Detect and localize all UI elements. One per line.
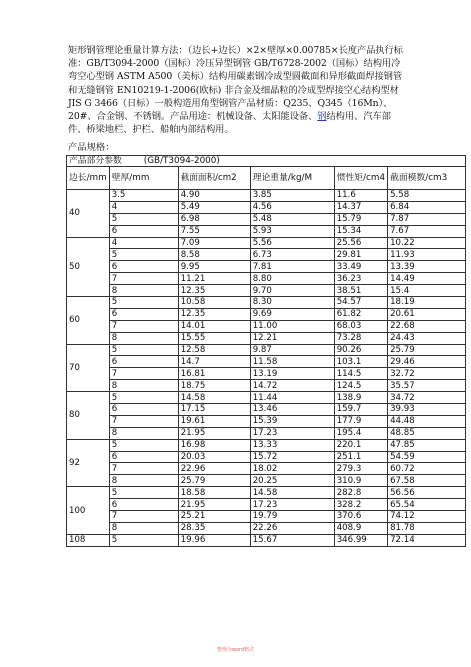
side-length-cell: 108	[67, 534, 110, 546]
wall-thickness-cell: 8	[109, 285, 178, 297]
wall-thickness-cell: 6	[109, 308, 178, 320]
area-cell: 12.35	[178, 308, 250, 320]
wall-thickness-cell: 4	[109, 201, 178, 213]
modulus-cell: 67.58	[388, 475, 466, 487]
weight-cell: 13.46	[250, 404, 334, 416]
wall-thickness-cell: 7	[109, 368, 178, 380]
weight-cell: 11.44	[250, 392, 334, 404]
inertia-cell: 159.7	[334, 404, 387, 416]
wall-thickness-cell: 7	[109, 320, 178, 332]
table-row	[67, 332, 466, 344]
wall-thickness-cell: 4	[109, 237, 178, 249]
area-cell: 12.58	[178, 344, 250, 356]
modulus-cell: 39.93	[388, 404, 466, 416]
area-cell: 28.35	[178, 522, 250, 534]
section-title: 产品部分参数	[69, 156, 122, 166]
area-cell: 18.58	[178, 487, 250, 499]
modulus-cell: 13.39	[388, 261, 466, 273]
modulus-cell: 72.14	[388, 534, 466, 546]
modulus-cell: 32.72	[388, 368, 466, 380]
side-length-cell: 70	[67, 344, 110, 392]
modulus-cell: 15.4	[388, 285, 466, 297]
area-cell: 19.96	[178, 534, 250, 546]
inertia-cell: 138.9	[334, 392, 387, 404]
weight-cell: 17.23	[250, 427, 334, 439]
table-row	[67, 392, 466, 404]
table-row	[67, 201, 466, 213]
inertia-cell: 14.37	[334, 201, 387, 213]
table-row	[67, 297, 466, 309]
area-cell: 7.09	[178, 237, 250, 249]
area-cell: 16.81	[178, 368, 250, 380]
modulus-cell: 10.22	[388, 237, 466, 249]
modulus-cell: 20.61	[388, 308, 466, 320]
area-cell: 5.49	[178, 201, 250, 213]
side-length-cell: 40	[67, 190, 110, 238]
side-length-cell: 92	[67, 439, 110, 487]
weight-cell: 9.69	[250, 308, 334, 320]
wall-thickness-cell: 6	[109, 404, 178, 416]
modulus-cell: 7.67	[388, 225, 466, 237]
area-cell: 11.21	[178, 273, 250, 285]
modulus-cell: 11.93	[388, 249, 466, 261]
side-length-cell: 80	[67, 392, 110, 440]
inertia-cell: 15.79	[334, 213, 387, 225]
table-title-cell	[67, 156, 466, 167]
params-table	[66, 155, 466, 547]
wall-thickness-cell: 5	[109, 392, 178, 404]
modulus-cell: 60.72	[388, 463, 466, 475]
wall-thickness-cell: 8	[109, 522, 178, 534]
weight-cell: 17.23	[250, 499, 334, 511]
inertia-cell: 251.1	[334, 451, 387, 463]
inertia-cell: 310.9	[334, 475, 387, 487]
wall-thickness-cell: 5	[109, 249, 178, 261]
weight-cell: 19.79	[250, 511, 334, 523]
weight-cell: 15.72	[250, 451, 334, 463]
intro-text-cont: 结构用、汽车部件、桥梁地栏、护栏、船舶内部结构用。	[68, 111, 391, 136]
wall-thickness-cell: 7	[109, 511, 178, 523]
table-row	[67, 320, 466, 332]
table-row	[67, 273, 466, 285]
weight-cell: 8.80	[250, 273, 334, 285]
table-row	[67, 439, 466, 451]
inertia-cell: 408.9	[334, 522, 387, 534]
wall-thickness-cell: 7	[109, 273, 178, 285]
weight-cell: 11.58	[250, 356, 334, 368]
table-row	[67, 237, 466, 249]
area-cell: 14.7	[178, 356, 250, 368]
side-length-cell: 50	[67, 237, 110, 296]
modulus-cell: 6.84	[388, 201, 466, 213]
side-length-cell: 60	[67, 297, 110, 345]
modulus-cell: 22.68	[388, 320, 466, 332]
spec-heading: 产品规格：	[68, 142, 115, 153]
wall-thickness-cell: 8	[109, 380, 178, 392]
weight-cell: 15.67	[250, 534, 334, 546]
wall-thickness-cell: 6	[109, 225, 178, 237]
wall-thickness-cell: 7	[109, 463, 178, 475]
modulus-cell: 54.59	[388, 451, 466, 463]
area-cell: 25.79	[178, 475, 250, 487]
inertia-cell: 195.4	[334, 427, 387, 439]
table-row	[67, 249, 466, 261]
table-row	[67, 463, 466, 475]
inertia-cell: 11.6	[334, 190, 387, 202]
wall-thickness-cell: 8	[109, 475, 178, 487]
inertia-cell: 90.26	[334, 344, 387, 356]
area-cell: 19.61	[178, 415, 250, 427]
table-row	[67, 487, 466, 499]
wall-thickness-cell: 5	[109, 534, 178, 546]
area-cell: 21.95	[178, 499, 250, 511]
modulus-cell: 7.87	[388, 213, 466, 225]
modulus-cell: 81.78	[388, 522, 466, 534]
weight-cell: 5.48	[250, 213, 334, 225]
weight-cell: 7.81	[250, 261, 334, 273]
header-area: 截面面积/cm2	[178, 167, 250, 190]
wall-thickness-cell: 8	[109, 332, 178, 344]
inertia-cell: 114.5	[334, 368, 387, 380]
area-cell: 14.58	[178, 392, 250, 404]
area-cell: 10.58	[178, 297, 250, 309]
area-cell: 16.98	[178, 439, 250, 451]
table-row	[67, 534, 466, 546]
weight-cell: 22.26	[250, 522, 334, 534]
weight-cell: 6.73	[250, 249, 334, 261]
weight-cell: 5.93	[250, 225, 334, 237]
wall-thickness-cell: 6	[109, 356, 178, 368]
weight-cell: 13.33	[250, 439, 334, 451]
table-row	[67, 404, 466, 416]
inertia-cell: 36.23	[334, 273, 387, 285]
inertia-cell: 282.8	[334, 487, 387, 499]
table-row	[67, 451, 466, 463]
inertia-cell: 25.56	[334, 237, 387, 249]
footer-note: 整理为word格式	[216, 647, 255, 653]
area-cell: 15.55	[178, 332, 250, 344]
table-row	[67, 344, 466, 356]
modulus-cell: 24.43	[388, 332, 466, 344]
table-row	[67, 213, 466, 225]
area-cell: 12.35	[178, 285, 250, 297]
wall-thickness-cell: 5	[109, 213, 178, 225]
table-row	[67, 261, 466, 273]
area-cell: 4.90	[178, 190, 250, 202]
table-row	[67, 415, 466, 427]
wall-thickness-cell: 6	[109, 451, 178, 463]
area-cell: 22.96	[178, 463, 250, 475]
inertia-cell: 38.51	[334, 285, 387, 297]
steel-link[interactable]: 钢	[317, 111, 327, 123]
header-inertia: 惯性矩/cm4	[334, 167, 387, 190]
modulus-cell: 18.19	[388, 297, 466, 309]
weight-cell: 18.02	[250, 463, 334, 475]
wall-thickness-cell: 3.5	[109, 190, 178, 202]
header-modulus: 截面模数/cm3	[388, 167, 466, 190]
area-cell: 21.95	[178, 427, 250, 439]
modulus-cell: 56.56	[388, 487, 466, 499]
table-title-row	[67, 156, 466, 167]
area-cell: 8.58	[178, 249, 250, 261]
weight-cell: 5.56	[250, 237, 334, 249]
weight-cell: 3.85	[250, 190, 334, 202]
modulus-cell: 74.12	[388, 511, 466, 523]
inertia-cell: 124.5	[334, 380, 387, 392]
wall-thickness-cell: 5	[109, 439, 178, 451]
inertia-cell: 103.1	[334, 356, 387, 368]
area-cell: 20.03	[178, 451, 250, 463]
inertia-cell: 328.2	[334, 499, 387, 511]
table-row	[67, 499, 466, 511]
inertia-cell: 279.3	[334, 463, 387, 475]
wall-thickness-cell: 6	[109, 261, 178, 273]
inertia-cell: 54.57	[334, 297, 387, 309]
inertia-cell: 15.34	[334, 225, 387, 237]
weight-cell: 11.00	[250, 320, 334, 332]
table-row	[67, 285, 466, 297]
weight-cell: 9.87	[250, 344, 334, 356]
wall-thickness-cell: 7	[109, 415, 178, 427]
wall-thickness-cell: 5	[109, 487, 178, 499]
intro-paragraph	[68, 44, 408, 136]
modulus-cell: 5.58	[388, 190, 466, 202]
header-wall: 壁厚/mm	[109, 167, 178, 190]
area-cell: 14.01	[178, 320, 250, 332]
header-weight: 理论重量/kg/M	[250, 167, 334, 190]
modulus-cell: 48.85	[388, 427, 466, 439]
table-row	[67, 308, 466, 320]
weight-cell: 13.19	[250, 368, 334, 380]
table-row	[67, 511, 466, 523]
table-row	[67, 368, 466, 380]
inertia-cell: 61.82	[334, 308, 387, 320]
header-side: 边长/mm	[67, 167, 110, 190]
weight-cell: 14.58	[250, 487, 334, 499]
table-row	[67, 225, 466, 237]
table-row	[67, 427, 466, 439]
inertia-cell: 33.49	[334, 261, 387, 273]
area-cell: 7.55	[178, 225, 250, 237]
area-cell: 17.15	[178, 404, 250, 416]
table-header-row	[67, 167, 466, 190]
modulus-cell: 14.49	[388, 273, 466, 285]
area-cell: 9.95	[178, 261, 250, 273]
wall-thickness-cell: 8	[109, 427, 178, 439]
area-cell: 6.98	[178, 213, 250, 225]
inertia-cell: 346.99	[334, 534, 387, 546]
wall-thickness-cell: 5	[109, 297, 178, 309]
modulus-cell: 25.79	[388, 344, 466, 356]
table-row	[67, 190, 466, 202]
weight-cell: 9.70	[250, 285, 334, 297]
weight-cell: 8.30	[250, 297, 334, 309]
weight-cell: 20.25	[250, 475, 334, 487]
weight-cell: 15.39	[250, 415, 334, 427]
inertia-cell: 68.03	[334, 320, 387, 332]
inertia-cell: 29.81	[334, 249, 387, 261]
modulus-cell: 29.46	[388, 356, 466, 368]
inertia-cell: 370.6	[334, 511, 387, 523]
inertia-cell: 177.9	[334, 415, 387, 427]
modulus-cell: 65.54	[388, 499, 466, 511]
area-cell: 25.21	[178, 511, 250, 523]
wall-thickness-cell: 5	[109, 344, 178, 356]
weight-cell: 4.56	[250, 201, 334, 213]
side-length-cell: 100	[67, 487, 110, 535]
inertia-cell: 220.1	[334, 439, 387, 451]
intro-text: 矩形钢管理论重量计算方法：（边长+边长）×2×壁厚×0.00785×长度产品执行标准：GB/T3094-2000（国标）冷压异型钢管 GB/T6728-2002（国标）结构用冷弯空心型钢 ASTM A500（美标）结构用碳素钢冷成型圆截面和异形截面焊接钢管和无缝钢管 EN10219-1-2006(欧标) 非合金及细晶粒的冷成型焊接空心结构型材 JIS G 3466（日标）一般构造用角型钢管产品材质：Q235、Q345（16Mn）、20#、合金钢、不锈钢。产品用途：机械设备、太阳能设备、	[68, 45, 403, 123]
modulus-cell: 44.48	[388, 415, 466, 427]
standard-label: (GB/T3094-2000)	[143, 156, 220, 166]
table-row	[67, 522, 466, 534]
weight-cell: 14.72	[250, 380, 334, 392]
modulus-cell: 34.72	[388, 392, 466, 404]
area-cell: 18.75	[178, 380, 250, 392]
table-row	[67, 356, 466, 368]
modulus-cell: 47.85	[388, 439, 466, 451]
table-row	[67, 475, 466, 487]
inertia-cell: 73.28	[334, 332, 387, 344]
modulus-cell: 35.57	[388, 380, 466, 392]
table-row	[67, 380, 466, 392]
wall-thickness-cell: 6	[109, 499, 178, 511]
weight-cell: 12.21	[250, 332, 334, 344]
